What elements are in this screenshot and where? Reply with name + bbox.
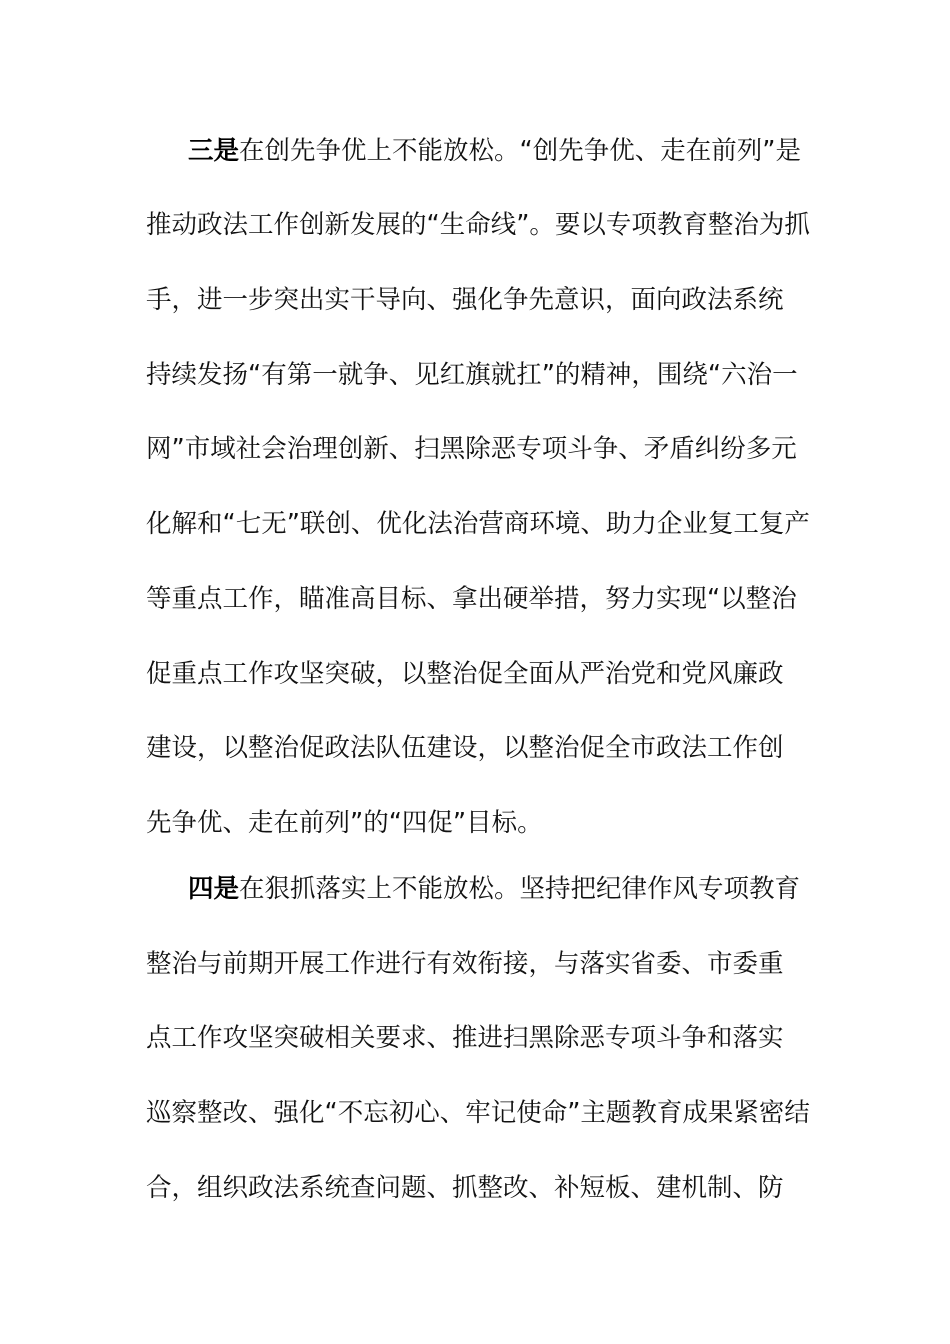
paragraph-1-line-8: 促重点工作攻坚突破，以整治促全面从严治党和党风廉政 bbox=[146, 659, 784, 689]
paragraph-1-line-1-text: 在创先争优上不能放松。“创先争优、走在前列”是 bbox=[239, 136, 801, 166]
paragraph-1-line-7: 等重点工作，瞄准高目标、拿出硬举措，努力实现“以整治 bbox=[146, 584, 797, 614]
paragraph-2-line-3: 点工作攻坚突破相关要求、推进扫黑除恶专项斗争和落实 bbox=[146, 1023, 784, 1053]
paragraph-1-lead: 三是 bbox=[188, 136, 240, 166]
paragraph-1-line-5: 网”市域社会治理创新、扫黑除恶专项斗争、矛盾纠纷多元 bbox=[146, 434, 797, 464]
paragraph-1-line-9: 建设，以整治促政法队伍建设，以整治促全市政法工作创 bbox=[146, 733, 784, 763]
paragraph-1-line-1 bbox=[188, 131, 888, 171]
paragraph-1-line-4: 持续发扬“有第一就争、见红旗就扛”的精神，围绕“六治一 bbox=[146, 360, 798, 390]
paragraph-2-line-5: 合，组织政法系统查问题、抓整改、补短板、建机制、防 bbox=[146, 1173, 784, 1203]
paragraph-2-line-4: 巡察整改、强化“不忘初心、牢记使命”主题教育成果紧密结 bbox=[146, 1098, 810, 1128]
paragraph-2-line-2: 整治与前期开展工作进行有效衔接，与落实省委、市委重 bbox=[146, 949, 784, 979]
paragraph-2-line-1-text: 在狠抓落实上不能放松。坚持把纪律作风专项教育 bbox=[239, 874, 801, 904]
paragraph-1-line-3: 手，进一步突出实干导向、强化争先意识，面向政法系统 bbox=[146, 285, 784, 315]
paragraph-1-line-6: 化解和“七无”联创、优化法治营商环境、助力企业复工复产 bbox=[146, 509, 810, 539]
paragraph-1-line-2: 推动政法工作创新发展的“生命线”。要以专项教育整治为抓 bbox=[146, 210, 810, 240]
paragraph-2-line-1 bbox=[188, 869, 888, 909]
paragraph-1-line-10: 先争优、走在前列”的“四促”目标。 bbox=[146, 808, 543, 838]
paragraph-2-lead: 四是 bbox=[188, 874, 240, 904]
